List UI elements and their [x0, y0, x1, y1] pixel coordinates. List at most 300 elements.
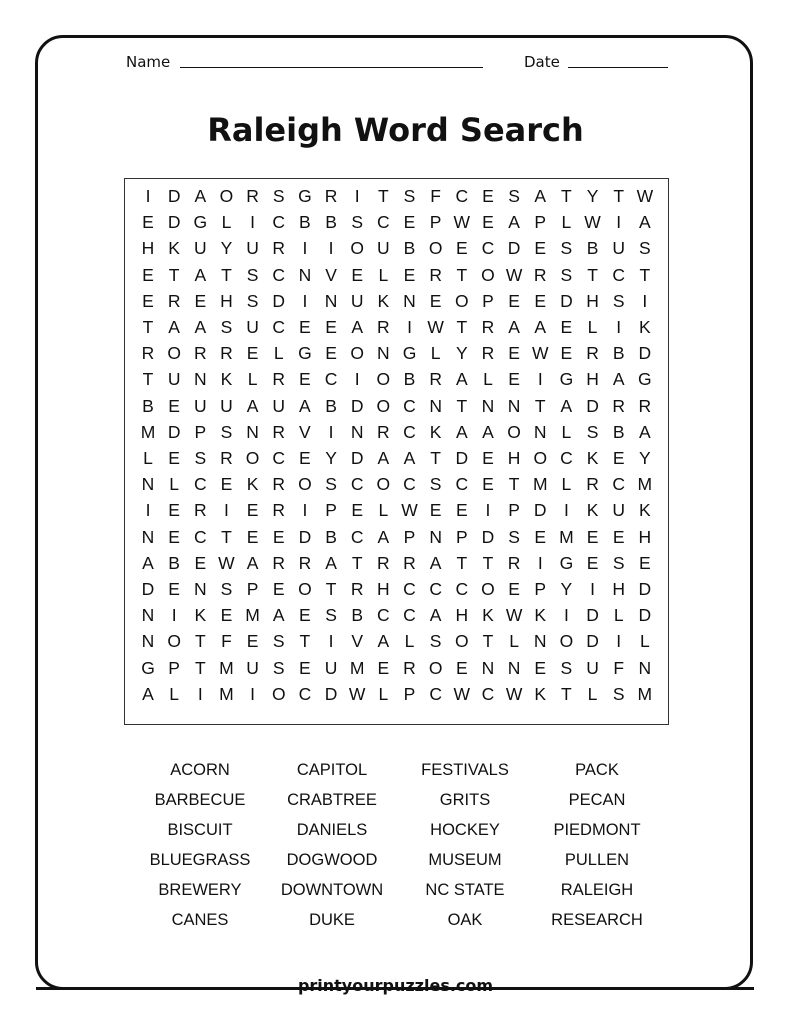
grid-letter: L [378, 500, 389, 521]
grid-letter: E [299, 657, 311, 678]
grid-letter: I [224, 500, 229, 521]
grid-letter: S [272, 657, 285, 678]
grid-letter: A [377, 631, 390, 652]
grid-letter: A [325, 552, 337, 573]
grid-letter: F [221, 631, 232, 652]
grid-letter: R [220, 448, 233, 468]
grid-letter: N [429, 526, 442, 547]
grid-letter: O [350, 238, 364, 259]
grid-letter: U [246, 317, 259, 337]
grid-letter: E [429, 290, 442, 311]
grid-letter: I [250, 212, 256, 233]
grid-letter: A [508, 212, 520, 233]
grid-letter: N [298, 264, 312, 285]
grid-letter: E [612, 526, 625, 547]
grid-letter: S [246, 264, 259, 285]
grid-letter: R [193, 343, 207, 364]
grid-letter: C [403, 395, 416, 416]
grid-letter: B [142, 395, 154, 416]
grid-letter: W [505, 264, 523, 285]
grid-letter: H [377, 579, 390, 599]
grid-letter: L [430, 343, 441, 364]
grid-letter: G [402, 343, 417, 364]
grid-letter: L [561, 212, 572, 233]
grid-letter: C [481, 683, 495, 704]
grid-letter: I [250, 683, 256, 704]
word-list-item: GRITS [439, 791, 491, 809]
grid-letter: H [220, 290, 233, 311]
grid-letter: D [481, 526, 495, 547]
grid-letter: D [638, 579, 652, 599]
grid-letter: L [483, 369, 493, 390]
grid-letter: O [298, 474, 312, 495]
grid-letter: A [534, 186, 547, 206]
grid-letter: C [429, 579, 442, 599]
grid-letter: L [143, 448, 153, 468]
date-line [568, 67, 668, 68]
grid-letter: S [612, 552, 625, 573]
grid-letter: H [586, 369, 599, 390]
word-list-item: DANIELS [296, 821, 368, 839]
grid-letter: K [639, 317, 651, 337]
grid-letter: L [404, 631, 415, 652]
grid-letter: I [354, 369, 360, 390]
name-label: Name [126, 53, 171, 71]
grid-letter: B [168, 552, 180, 573]
grid-letter: G [141, 657, 155, 678]
grid-letter: E [534, 526, 547, 547]
word-list-item: BARBECUE [154, 791, 246, 809]
grid-letter: B [325, 526, 337, 547]
word-list-item: FESTIVALS [421, 761, 509, 779]
grid-letter: O [428, 657, 443, 678]
word-list-item: PULLEN [564, 851, 630, 869]
grid-letter: U [324, 657, 338, 678]
grid-letter: E [142, 212, 154, 233]
grid-letter: E [299, 605, 311, 626]
grid-letter: O [298, 579, 312, 599]
grid-letter: L [378, 264, 389, 285]
grid-letter: S [351, 212, 364, 233]
page-title: Raleigh Word Search [207, 111, 584, 149]
grid-letter: N [507, 657, 521, 678]
word-list-item: DOWNTOWN [280, 881, 384, 899]
grid-letter: S [194, 448, 207, 468]
grid-letter: T [508, 474, 520, 495]
grid-letter: Y [639, 448, 651, 468]
grid-letter: A [377, 526, 390, 547]
grid-letter: P [455, 526, 468, 547]
grid-letter: R [272, 474, 286, 495]
grid-letter: O [245, 448, 260, 468]
grid-letter: T [613, 186, 625, 206]
grid-letter: D [507, 238, 521, 259]
grid-letter: T [299, 631, 311, 652]
word-list-item: CANES [171, 911, 229, 929]
grid-letter: G [193, 212, 208, 233]
grid-letter: O [481, 264, 495, 285]
grid-letter: W [218, 552, 235, 573]
grid-letter: D [324, 683, 338, 704]
grid-letter: C [272, 317, 286, 337]
grid-letter: R [350, 579, 364, 599]
grid-letter: A [482, 421, 494, 442]
grid-letter: E [403, 264, 416, 285]
grid-letter: I [537, 552, 543, 573]
grid-letter: N [350, 421, 364, 442]
grid-letter: K [194, 605, 207, 626]
grid-letter: O [559, 631, 574, 652]
grid-letter: B [299, 212, 311, 233]
grid-letter: T [430, 448, 441, 468]
grid-letter: T [325, 579, 337, 599]
grid-letter: E [534, 657, 547, 678]
grid-letter: E [508, 290, 520, 311]
grid-letter: M [140, 421, 156, 442]
grid-letter: I [485, 500, 491, 521]
grid-letter: S [429, 631, 442, 652]
grid-letter: T [142, 317, 154, 337]
grid-letter: T [377, 186, 389, 206]
word-list-item: CAPITOL [296, 761, 368, 779]
word-list-item: DUKE [309, 911, 355, 929]
grid-letter: P [403, 526, 416, 547]
grid-letter: I [197, 683, 203, 704]
grid-letter: W [348, 683, 366, 704]
grid-letter: R [272, 500, 286, 521]
grid-letter: F [613, 657, 625, 678]
grid-letter: I [616, 212, 622, 233]
grid-letter: R [272, 369, 286, 390]
grid-letter: E [482, 448, 494, 468]
grid-letter: C [403, 474, 416, 495]
date-label: Date [524, 53, 560, 71]
grid-letter: I [145, 186, 151, 206]
grid-letter: G [298, 343, 312, 364]
word-list-item: ACORN [170, 761, 230, 779]
grid-letter: E [351, 500, 364, 521]
grid-letter: T [482, 631, 494, 652]
grid-letter: Y [560, 579, 573, 599]
grid-letter: Y [455, 343, 468, 364]
grid-letter: S [429, 474, 442, 495]
grid-letter: U [220, 395, 233, 416]
grid-letter: Y [220, 238, 233, 259]
word-list-item: MUSEUM [428, 851, 502, 869]
grid-letter: P [403, 683, 416, 704]
grid-letter: D [586, 605, 599, 626]
grid-letter: V [299, 421, 311, 442]
grid-letter: R [246, 186, 259, 206]
grid-letter: S [612, 683, 625, 704]
grid-letter: O [428, 238, 443, 259]
grid-letter: E [299, 369, 311, 390]
grid-letter: N [533, 421, 547, 442]
grid-letter: S [612, 290, 625, 311]
grid-letter: E [325, 343, 337, 364]
grid-letter: A [534, 317, 547, 337]
grid-letter: R [141, 343, 155, 364]
grid-letter: O [376, 395, 391, 416]
grid-letter: L [613, 605, 624, 626]
grid-letter: A [246, 552, 259, 573]
grid-letter: D [455, 448, 469, 468]
grid-letter: C [350, 526, 364, 547]
grid-letter: B [325, 212, 337, 233]
grid-letter: L [587, 317, 598, 337]
grid-letter: S [325, 474, 337, 495]
grid-letter: W [584, 212, 601, 233]
grid-letter: P [325, 500, 337, 521]
grid-letter: C [403, 605, 416, 626]
grid-letter: C [377, 212, 390, 233]
grid-letter: A [299, 395, 311, 416]
grid-letter: E [299, 448, 311, 468]
grid-letter: O [454, 290, 469, 311]
grid-letter: A [560, 395, 573, 416]
grid-letter: R [612, 395, 625, 416]
grid-letter: N [141, 605, 155, 626]
grid-letter: G [559, 552, 574, 573]
grid-letter: T [194, 657, 206, 678]
grid-letter: K [377, 290, 390, 311]
grid-letter: K [639, 500, 651, 521]
grid-letter: A [194, 264, 207, 285]
grid-letter: M [532, 474, 548, 495]
grid-letter: E [142, 264, 154, 285]
grid-letter: B [612, 343, 625, 364]
grid-letter: C [612, 264, 625, 285]
grid-letter: E [482, 186, 494, 206]
grid-letter: A [455, 369, 468, 390]
grid-letter: E [168, 526, 180, 547]
grid-letter: B [325, 395, 337, 416]
grid-letter: C [377, 605, 390, 626]
grid-letter: L [169, 474, 179, 495]
grid-letter: T [221, 526, 232, 547]
grid-letter: I [616, 631, 622, 652]
grid-letter: A [377, 448, 390, 468]
grid-letter: D [298, 526, 312, 547]
grid-letter: T [456, 317, 468, 337]
grid-letter: H [455, 605, 469, 626]
word-list-item: PIEDMONT [553, 821, 641, 839]
grid-letter: I [302, 290, 308, 311]
grid-letter: O [167, 631, 181, 652]
grid-letter: I [407, 317, 412, 337]
grid-letter: W [505, 605, 523, 626]
grid-letter: M [219, 657, 234, 678]
grid-letter: L [639, 631, 650, 652]
grid-letter: T [561, 683, 572, 704]
grid-letter: C [612, 474, 625, 495]
grid-letter: P [482, 290, 494, 311]
grid-letter: A [639, 421, 651, 442]
grid-letter: S [325, 605, 337, 626]
grid-letter: P [534, 212, 547, 233]
grid-letter: L [561, 474, 572, 495]
grid-letter: S [508, 526, 520, 547]
grid-letter: W [453, 212, 471, 233]
grid-letter: P [508, 500, 520, 521]
grid-letter: D [638, 343, 652, 364]
grid-letter: E [455, 657, 468, 678]
grid-letter: U [586, 657, 599, 678]
grid-letter: R [403, 657, 416, 678]
grid-letter: D [141, 579, 155, 599]
grid-letter: O [454, 631, 469, 652]
grid-letter: K [220, 369, 233, 390]
grid-letter: E [482, 212, 494, 233]
grid-letter: N [507, 395, 521, 416]
grid-letter: S [246, 290, 259, 311]
grid-letter: N [141, 631, 155, 652]
grid-letter: A [168, 317, 180, 337]
grid-letter: C [350, 474, 364, 495]
grid-letter: R [586, 474, 599, 495]
grid-letter: R [586, 343, 599, 364]
grid-letter: S [508, 186, 520, 206]
footer-site: printyourpuzzles.com [297, 976, 494, 995]
grid-letter: U [193, 395, 207, 416]
word-list-item: BISCUIT [167, 821, 233, 839]
grid-letter: U [612, 500, 625, 521]
grid-letter: M [559, 526, 574, 547]
grid-letter: A [194, 317, 207, 337]
grid-letter: K [168, 238, 180, 259]
grid-letter: B [612, 421, 625, 442]
grid-letter: S [272, 186, 285, 206]
word-list-item: RALEIGH [560, 881, 634, 899]
grid-letter: R [220, 343, 233, 364]
grid-letter: E [508, 343, 520, 364]
grid-letter: D [350, 448, 364, 468]
grid-letter: B [586, 238, 599, 259]
grid-letter: B [403, 369, 416, 390]
grid-letter: R [377, 421, 390, 442]
grid-letter: R [324, 186, 338, 206]
grid-letter: E [194, 552, 207, 573]
grid-letter: E [142, 290, 154, 311]
grid-letter: I [537, 369, 543, 390]
grid-letter: E [168, 579, 180, 599]
grid-letter: W [453, 683, 471, 704]
grid-letter: E [429, 500, 442, 521]
grid-letter: E [246, 343, 259, 364]
grid-letter: E [508, 579, 520, 599]
grid-letter: N [141, 474, 155, 495]
grid-letter: T [587, 264, 598, 285]
grid-letter: P [246, 579, 259, 599]
grid-letter: A [142, 683, 154, 704]
grid-letter: R [429, 369, 442, 390]
grid-letter: E [560, 317, 573, 337]
word-list-item: BLUEGRASS [149, 851, 251, 869]
grid-letter: E [560, 343, 573, 364]
grid-letter: T [482, 552, 494, 573]
grid-letter: U [167, 369, 181, 390]
grid-letter: L [509, 631, 519, 652]
grid-letter: E [194, 290, 207, 311]
word-list-item: CRABTREE [287, 791, 377, 809]
grid-letter: M [637, 683, 653, 704]
grid-letter: I [616, 317, 622, 337]
grid-letter: E [325, 317, 337, 337]
grid-letter: N [429, 395, 442, 416]
grid-letter: R [377, 552, 390, 573]
grid-letter: W [401, 500, 418, 521]
grid-letter: A [429, 605, 442, 626]
grid-letter: N [193, 369, 207, 390]
grid-letter: L [561, 421, 572, 442]
grid-letter: C [455, 186, 469, 206]
grid-letter: K [586, 500, 599, 521]
grid-letter: E [168, 500, 180, 521]
grid-letter: N [638, 657, 652, 678]
grid-letter: T [534, 395, 546, 416]
grid-letter: O [167, 343, 181, 364]
grid-letter: E [377, 657, 390, 678]
grid-letter: E [351, 264, 364, 285]
grid-letter: U [612, 238, 625, 259]
grid-letter: I [354, 186, 360, 206]
name-line [180, 67, 483, 68]
grid-letter: E [586, 552, 599, 573]
grid-letter: A [455, 421, 468, 442]
grid-letter: H [638, 526, 652, 547]
grid-letter: E [168, 395, 180, 416]
grid-letter: T [351, 552, 363, 573]
grid-letter: R [481, 317, 495, 337]
grid-letter: Y [586, 186, 599, 206]
grid-letter: O [481, 579, 495, 599]
grid-letter: R [507, 552, 521, 573]
grid-letter: L [169, 683, 179, 704]
grid-letter: K [534, 605, 547, 626]
grid-letter: A [639, 212, 651, 233]
grid-letter: A [194, 186, 207, 206]
grid-letter: H [586, 290, 599, 311]
grid-letter: U [377, 238, 390, 259]
grid-letter: N [324, 290, 338, 311]
grid-letter: C [193, 526, 207, 547]
grid-letter: R [429, 264, 442, 285]
grid-letter: C [272, 212, 286, 233]
word-list-item: BREWERY [158, 881, 242, 899]
grid-letter: M [245, 605, 260, 626]
grid-letter: R [193, 500, 207, 521]
grid-letter: I [642, 290, 648, 311]
grid-letter: C [193, 474, 207, 495]
grid-letter: R [377, 317, 390, 337]
grid-letter: E [639, 552, 651, 573]
word-list-item: RESEARCH [551, 911, 643, 929]
grid-letter: I [145, 500, 151, 521]
grid-letter: O [376, 369, 391, 390]
grid-letter: C [481, 238, 495, 259]
grid-letter: T [142, 369, 154, 390]
grid-letter: S [560, 264, 573, 285]
grid-letter: R [272, 552, 286, 573]
grid-letter: K [482, 605, 494, 626]
grid-letter: A [403, 448, 416, 468]
grid-letter: V [325, 264, 337, 285]
grid-letter: M [349, 657, 365, 678]
grid-letter: C [324, 369, 338, 390]
grid-letter: C [272, 264, 286, 285]
word-list-item: DOGWOOD [286, 851, 378, 869]
grid-letter: I [302, 500, 308, 521]
